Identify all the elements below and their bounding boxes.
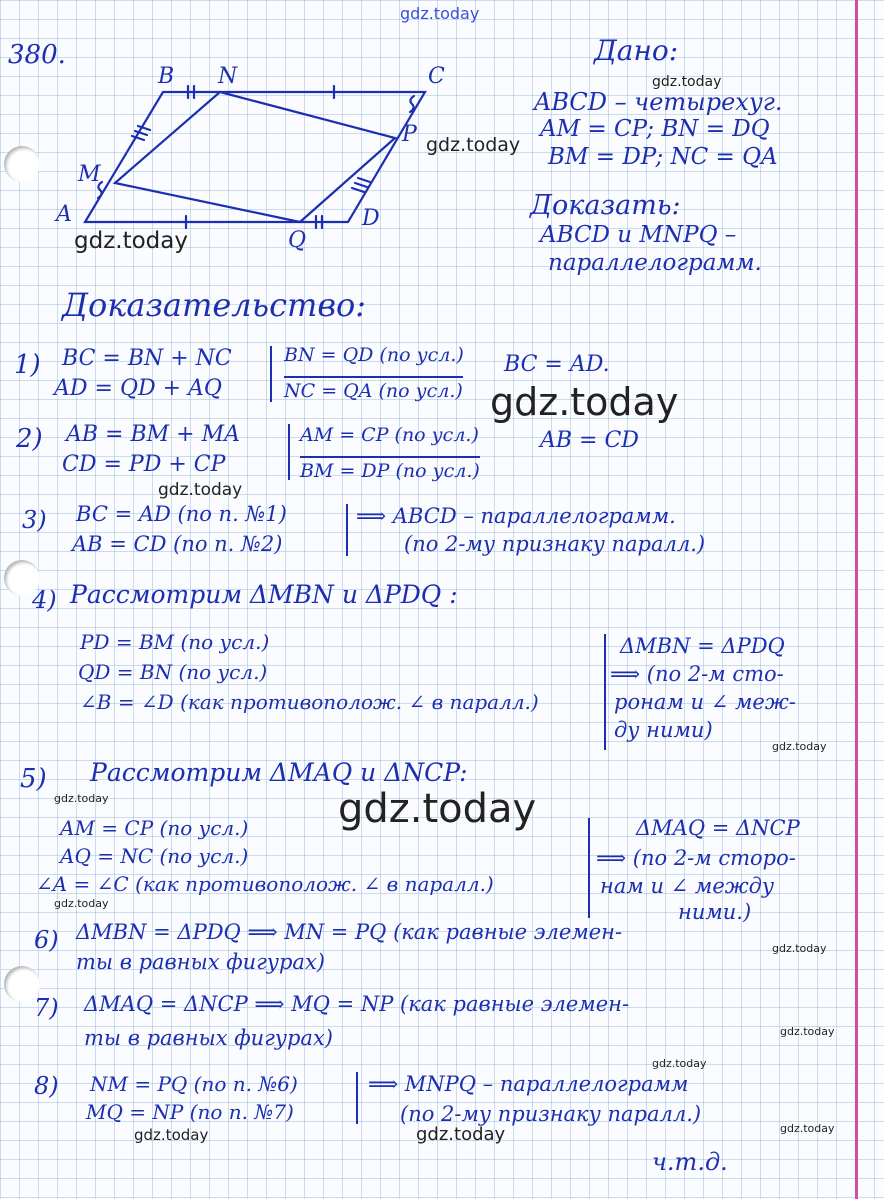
step-line: AD = QD + AQ [54, 376, 222, 401]
watermark: gdz.today [780, 1122, 835, 1135]
vertex-label-d: D [362, 206, 380, 231]
step-title: Рассмотрим ΔMBN и ΔPDQ : [70, 580, 458, 609]
step-reason: ⟹ (по 2-м сторо- [596, 846, 796, 870]
watermark: gdz.today [416, 1124, 506, 1145]
step-line: BC = AD (по п. №1) [76, 502, 287, 526]
step-reason: ду ними) [614, 718, 713, 742]
step-line: BC = BN + NC [62, 346, 232, 371]
prove-title: Доказать: [530, 190, 681, 221]
step-reason: BM = DP (по усл.) [300, 456, 480, 482]
step-line: ΔMBN = ΔPDQ ⟹ MN = PQ (как равные элемен- [76, 920, 623, 944]
step-line: NM = PQ (по п. №6) [90, 1072, 298, 1096]
watermark: gdz.today [54, 897, 109, 910]
step-number: 5) [20, 764, 47, 794]
step-title: Рассмотрим ΔMAQ и ΔNCP: [90, 758, 468, 787]
step-number: 6) [34, 926, 59, 954]
step-line: PD = BM (по усл.) [80, 630, 270, 654]
step-result: AB = CD [540, 428, 639, 453]
step-line: ΔMAQ = ΔNCP ⟹ MQ = NP (как равные элемен- [84, 992, 630, 1016]
step-reason: ронам и ∠ меж- [614, 690, 796, 714]
step-line: ∠B = ∠D (как противополож. ∠ в паралл.) [80, 690, 539, 714]
proof-title: Доказательство: [62, 286, 367, 324]
step-number: 7) [34, 994, 59, 1022]
prove-line: параллелограмм. [548, 250, 762, 276]
step-reason: AM = CP (по усл.) [300, 424, 479, 446]
given-title: Дано: [594, 34, 679, 67]
step-reason: нам и ∠ между [600, 874, 775, 898]
step-divider [288, 424, 290, 480]
step-line: ты в равных фигурах) [84, 1026, 333, 1050]
step-line: AM = CP (по усл.) [60, 816, 249, 840]
problem-number: 380. [8, 40, 66, 70]
step-reason: ⟹ (по 2-м сто- [610, 662, 784, 686]
step-line: QD = BN (по усл.) [78, 660, 268, 684]
step-divider [604, 634, 606, 750]
given-line: BM = DP; NC = QA [548, 144, 778, 170]
step-number: 2) [16, 424, 43, 454]
step-reason: (по 2-му признаку паралл.) [400, 1102, 702, 1126]
step-line: ∠A = ∠C (как противополож. ∠ в паралл.) [36, 872, 494, 896]
step-divider [588, 818, 590, 918]
step-result: BC = AD. [504, 352, 610, 377]
watermark: gdz.today [652, 74, 722, 90]
watermark: gdz.today [158, 480, 243, 500]
step-line: MQ = NP (по п. №7) [86, 1100, 294, 1124]
step-line: ты в равных фигурах) [76, 950, 325, 974]
step-reason: ΔMAQ = ΔNCP [636, 816, 800, 840]
step-divider [270, 346, 272, 402]
step-divider [346, 504, 348, 556]
watermark: gdz.today [652, 1057, 707, 1070]
step-reason: ⟹ ABCD – параллелограмм. [356, 504, 676, 528]
step-number: 3) [22, 506, 47, 534]
watermark: gdz.today [772, 942, 827, 955]
step-reason: (по 2-му признаку паралл.) [404, 532, 706, 556]
step-number: 1) [14, 350, 41, 380]
given-line: ABCD – четырехуг. [534, 88, 783, 116]
given-line: AM = CP; BN = DQ [540, 116, 770, 142]
step-reason: ΔMBN = ΔPDQ [620, 634, 785, 658]
step-line: AB = CD (по п. №2) [72, 532, 283, 556]
vertex-label-m: M [78, 162, 101, 187]
header-site-label: gdz.today [400, 4, 480, 23]
step-reason: NC = QA (по усл.) [284, 376, 463, 402]
prove-line: ABCD и MNPQ – [540, 222, 737, 248]
watermark: gdz.today [338, 786, 537, 832]
vertex-label-c: C [428, 64, 445, 89]
watermark: gdz.today [74, 228, 188, 254]
vertex-label-a: A [56, 202, 72, 227]
step-reason: ⟹ MNPQ – параллелограмм [368, 1072, 689, 1096]
figure-mnpq [115, 92, 395, 222]
watermark: gdz.today [54, 792, 109, 805]
end-mark: ч.т.д. [652, 1148, 728, 1176]
vertex-label-q: Q [288, 228, 307, 253]
step-reason: ними.) [678, 900, 752, 924]
watermark: gdz.today [490, 380, 679, 424]
step-divider [356, 1072, 358, 1124]
watermark: gdz.today [134, 1126, 209, 1144]
step-line: AB = BM + MA [66, 422, 241, 447]
step-reason: BN = QD (по усл.) [284, 344, 464, 366]
step-number: 4) [32, 586, 57, 614]
step-line: AQ = NC (по усл.) [60, 844, 249, 868]
watermark: gdz.today [772, 740, 827, 753]
step-line: CD = PD + CP [62, 452, 226, 477]
watermark: gdz.today [780, 1025, 835, 1038]
vertex-label-b: B [158, 64, 175, 89]
vertex-label-n: N [218, 64, 238, 89]
watermark: gdz.today [426, 134, 521, 156]
vertex-label-p: P [402, 122, 417, 147]
step-number: 8) [34, 1072, 59, 1100]
